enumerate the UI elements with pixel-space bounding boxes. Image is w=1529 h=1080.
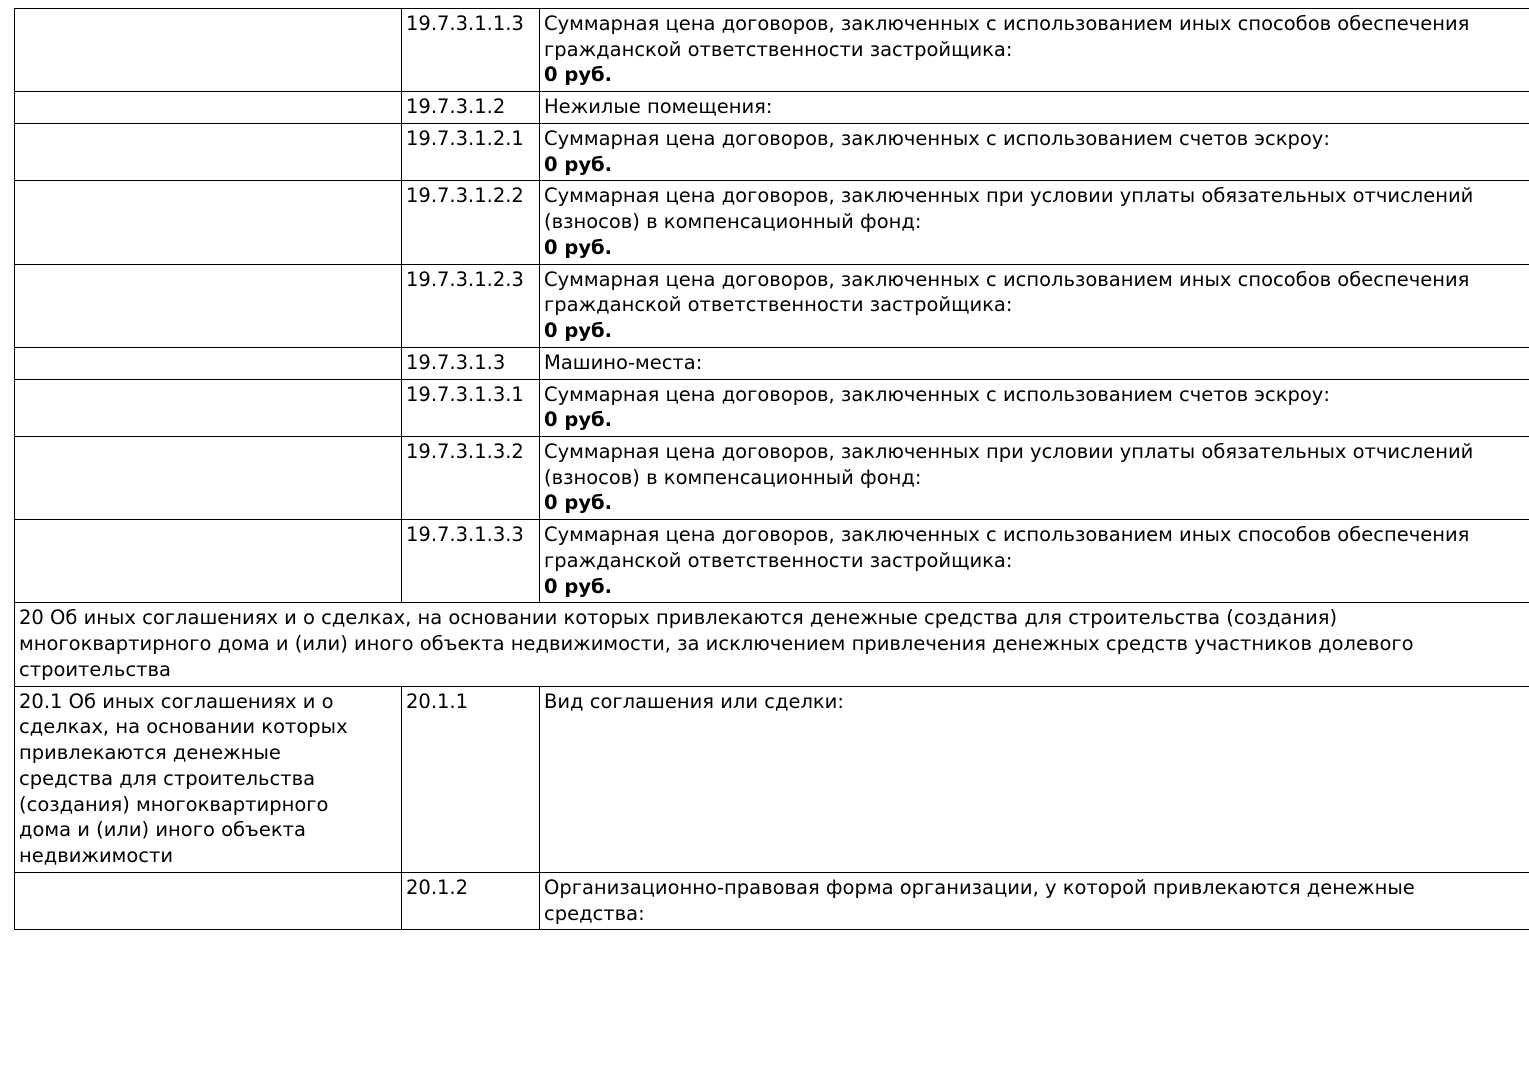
table-row: [15, 9, 1529, 92]
table-row: [15, 347, 1529, 379]
section-label-text: привлекаются денежные: [19, 741, 281, 765]
table-row: [15, 181, 1529, 264]
description-text: Суммарная цена договоров, заключенных с использованием счетов эскроу:: [544, 126, 1330, 150]
cell-item-number: 20.1.1: [402, 686, 540, 872]
table-row: [15, 520, 1529, 603]
section-header-line: 20 Об иных соглашениях и о сделках, на основании которых привлекаются денежные средства для строительства (создания): [19, 606, 1338, 630]
cell-description: [540, 264, 1529, 347]
section-label-text: средства для строительства: [19, 766, 316, 790]
description-text: Суммарная цена договоров, заключенных с использованием счетов эскроу:: [544, 382, 1330, 406]
section-header-row: [15, 603, 1529, 686]
cell-description: [540, 9, 1529, 92]
cell-description: [540, 379, 1529, 436]
value-text: 0 руб.: [544, 491, 613, 515]
section-label-text: (создания) многоквартирного: [19, 792, 329, 816]
cell-item-number: 19.7.3.1.2.3: [402, 264, 540, 347]
table-body: [15, 9, 1529, 930]
registry-table: [14, 8, 1529, 930]
section-label-text: дома и (или) иного объекта: [19, 818, 306, 842]
description-text: Машино-места:: [544, 350, 703, 374]
section-label-text: 20.1 Об иных соглашениях и о: [19, 689, 334, 713]
section-header-line: строительства: [19, 657, 171, 681]
cell-description: [540, 686, 1529, 872]
cell-description: [540, 437, 1529, 520]
table-row: [15, 686, 1529, 872]
cell-item-number: 20.1.2: [402, 872, 540, 929]
cell-section-label: [15, 92, 402, 124]
description-text: Суммарная цена договоров, заключенных с использованием иных способов обеспечения: [544, 523, 1470, 547]
cell-section-label: [15, 264, 402, 347]
cell-description: [540, 92, 1529, 124]
cell-description: [540, 181, 1529, 264]
description-text: Суммарная цена договоров, заключенных при условии уплаты обязательных отчислений: [544, 184, 1474, 208]
description-text: гражданской ответственности застройщика:: [544, 293, 1013, 317]
cell-section-label: [15, 9, 402, 92]
description-text: Вид соглашения или сделки:: [544, 689, 844, 713]
cell-section-label: [15, 347, 402, 379]
cell-section-label: [15, 872, 402, 929]
description-text: (взносов) в компенсационный фонд:: [544, 210, 922, 234]
cell-item-number: 19.7.3.1.2.1: [402, 123, 540, 180]
description-text: средства:: [544, 901, 645, 925]
cell-description: [540, 520, 1529, 603]
description-text: Суммарная цена договоров, заключенных с использованием иных способов обеспечения: [544, 12, 1470, 35]
value-text: 0 руб.: [544, 235, 613, 259]
cell-item-number: 19.7.3.1.1.3: [402, 9, 540, 92]
cell-section-label: [15, 181, 402, 264]
description-text: Суммарная цена договоров, заключенных при условии уплаты обязательных отчислений: [544, 440, 1474, 464]
value-text: 0 руб.: [544, 574, 613, 598]
table-row: [15, 264, 1529, 347]
cell-item-number: 19.7.3.1.3.1: [402, 379, 540, 436]
description-text: (взносов) в компенсационный фонд:: [544, 465, 922, 489]
table-row: [15, 92, 1529, 124]
table-row: [15, 872, 1529, 929]
table-row: [15, 123, 1529, 180]
cell-item-number: 19.7.3.1.3: [402, 347, 540, 379]
description-text: Суммарная цена договоров, заключенных с использованием иных способов обеспечения: [544, 267, 1470, 291]
cell-section-label: [15, 686, 402, 872]
value-text: 0 руб.: [544, 63, 613, 87]
value-text: 0 руб.: [544, 152, 613, 176]
value-text: 0 руб.: [544, 319, 613, 343]
description-text: Организационно-правовая форма организации, у которой привлекаются денежные: [544, 875, 1415, 899]
cell-description: [540, 347, 1529, 379]
description-text: гражданской ответственности застройщика:: [544, 548, 1013, 572]
cell-section-label: [15, 437, 402, 520]
cell-section-label: [15, 520, 402, 603]
cell-section-label: [15, 379, 402, 436]
table-row: [15, 379, 1529, 436]
value-text: 0 руб.: [544, 408, 613, 432]
section-header-line: многоквартирного дома и (или) иного объекта недвижимости, за исключением привлечения денежных средств участников долевого: [19, 632, 1414, 656]
cell-description: [540, 123, 1529, 180]
cell-section-label: [15, 123, 402, 180]
section-label-text: сделках, на основании которых: [19, 715, 348, 739]
cell-item-number: 19.7.3.1.3.3: [402, 520, 540, 603]
description-text: гражданской ответственности застройщика:: [544, 37, 1013, 61]
cell-item-number: 19.7.3.1.3.2: [402, 437, 540, 520]
section-header-text: [15, 603, 1529, 686]
description-text: Нежилые помещения:: [544, 95, 773, 119]
cell-description: [540, 872, 1529, 929]
cell-item-number: 19.7.3.1.2.2: [402, 181, 540, 264]
table-row: [15, 437, 1529, 520]
cell-item-number: 19.7.3.1.2: [402, 92, 540, 124]
section-label-text: недвижимости: [19, 844, 174, 868]
